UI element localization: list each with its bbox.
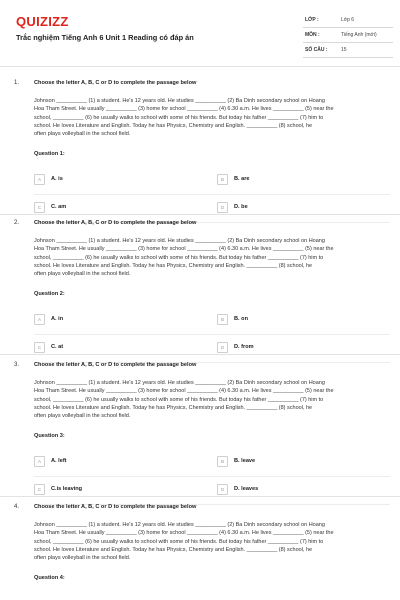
question-divider bbox=[0, 214, 400, 215]
option-letter-box: B bbox=[217, 456, 228, 467]
meta-table bbox=[303, 13, 393, 58]
passage-line: school. He loves Literature and English. Today he has Physics, Chemistry and English. __________ (8) school, he bbox=[34, 262, 313, 269]
passage-line: Johnson __________ (1) a student. He's 12 years old. He studies __________ (2) Ba Dinh secondary school on Hoang bbox=[34, 522, 325, 528]
question-number: 3. bbox=[14, 362, 20, 368]
option-letter-box: C bbox=[34, 202, 45, 213]
option-letter-box: A bbox=[34, 314, 45, 325]
option-divider bbox=[34, 194, 390, 195]
meta-row-subject bbox=[303, 28, 393, 43]
option-letter-box: A bbox=[34, 174, 45, 185]
meta-value: 15 bbox=[341, 47, 347, 53]
reading-passage bbox=[34, 379, 390, 420]
meta-key: MÔN : bbox=[305, 32, 320, 38]
passage-line: often plays volleyball in the school field. bbox=[34, 271, 131, 278]
passage-line: Hoa Tham Street. He usually __________ (3) home for school __________ (4) 6.30 a.m. He lives __________ (5) near the bbox=[34, 388, 334, 395]
document-title: Trắc nghiệm Tiếng Anh 6 Unit 1 Reading có đáp án bbox=[16, 33, 194, 42]
passage-line: often plays volleyball in the school field. bbox=[34, 413, 131, 420]
reading-passage bbox=[34, 237, 390, 278]
passage-line: Johnson __________ (1) a student. He's 12 years old. He studies __________ (2) Ba Dinh secondary school on Hoang bbox=[34, 238, 325, 244]
option-text: A. in bbox=[51, 316, 64, 322]
passage-line: school. He loves Literature and English. Today he has Physics, Chemistry and English. __________ (8) school, he bbox=[34, 404, 313, 411]
meta-row-count bbox=[303, 43, 393, 58]
passage-line: school, __________ (6) he usually walks to school with some of his friends. But today his father __________ (7) him to bbox=[34, 254, 324, 261]
passage-line: Hoa Tham Street. He usually __________ (3) home for school __________ (4) 6.30 a.m. He lives __________ (5) near the bbox=[34, 530, 334, 537]
option-text: D. leaves bbox=[234, 486, 259, 492]
passage-line: school. He loves Literature and English. Today he has Physics, Chemistry and English. __________ (8) school, he bbox=[34, 546, 313, 553]
meta-key: SỐ CÂU : bbox=[305, 47, 328, 53]
option-letter-box: D bbox=[217, 484, 228, 495]
passage-line: school, __________ (6) he usually walks to school with some of his friends. But today his father __________ (7) him to bbox=[34, 538, 324, 545]
option-letter-box: A bbox=[34, 456, 45, 467]
question-number: 1. bbox=[14, 80, 20, 86]
option-letter-box: D bbox=[217, 202, 228, 213]
passage-line: school, __________ (6) he usually walks to school with some of his friends. But today his father __________ (7) him to bbox=[34, 114, 324, 121]
reading-passage bbox=[34, 97, 390, 138]
question-instruction: Choose the letter A, B, C or D to complete the passage below bbox=[34, 220, 197, 226]
passage-line: Hoa Tham Street. He usually __________ (3) home for school __________ (4) 6.30 a.m. He lives __________ (5) near the bbox=[34, 106, 334, 113]
logo-text: QUIZIZZ bbox=[16, 14, 69, 29]
option-text: D. from bbox=[234, 344, 254, 350]
meta-key: LỚP : bbox=[305, 17, 319, 23]
meta-value: Tiếng Anh (mới) bbox=[341, 32, 377, 38]
question-number: 2. bbox=[14, 220, 20, 226]
question-divider bbox=[0, 496, 400, 497]
option-text: C. am bbox=[51, 204, 67, 210]
option-letter-box: B bbox=[217, 174, 228, 185]
option-text: B. are bbox=[234, 176, 250, 182]
question-label: Question 4: bbox=[34, 575, 65, 581]
passage-line: Hoa Tham Street. He usually __________ (3) home for school __________ (4) 6.30 a.m. He lives __________ (5) near the bbox=[34, 246, 334, 253]
question-instruction: Choose the letter A, B, C or D to complete the passage below bbox=[34, 362, 197, 368]
header-divider bbox=[0, 66, 400, 67]
option-letter-box: C bbox=[34, 342, 45, 353]
option-text: B. on bbox=[234, 316, 248, 322]
option-text: C. at bbox=[51, 344, 64, 350]
passage-line: school. He loves Literature and English. Today he has Physics, Chemistry and English. __________ (8) school, he bbox=[34, 122, 313, 129]
option-divider bbox=[34, 476, 390, 477]
option-text: A. is bbox=[51, 176, 63, 182]
question-label: Question 3: bbox=[34, 433, 65, 439]
option-text: C.is leaving bbox=[51, 486, 83, 492]
question-label: Question 2: bbox=[34, 291, 65, 297]
meta-value: Lớp 6 bbox=[341, 17, 355, 23]
passage-line: Johnson __________ (1) a student. He's 12 years old. He studies __________ (2) Ba Dinh secondary school on Hoang bbox=[34, 380, 325, 386]
question-number: 4. bbox=[14, 504, 20, 510]
passage-line: often plays volleyball in the school field. bbox=[34, 555, 131, 562]
question-label: Question 1: bbox=[34, 151, 65, 157]
passage-line: school, __________ (6) he usually walks to school with some of his friends. But today his father __________ (7) him to bbox=[34, 396, 324, 403]
option-text: A. left bbox=[51, 458, 67, 464]
meta-row-class bbox=[303, 13, 393, 28]
reading-passage bbox=[34, 521, 390, 562]
option-letter-box: D bbox=[217, 342, 228, 353]
question-instruction: Choose the letter A, B, C or D to complete the passage below bbox=[34, 504, 197, 510]
question-instruction: Choose the letter A, B, C or D to complete the passage below bbox=[34, 80, 197, 86]
option-letter-box: B bbox=[217, 314, 228, 325]
passage-line: often plays volleyball in the school field. bbox=[34, 131, 131, 138]
option-letter-box: C bbox=[34, 484, 45, 495]
option-divider bbox=[34, 334, 390, 335]
question-divider bbox=[0, 354, 400, 355]
option-text: B. leave bbox=[234, 458, 256, 464]
passage-line: Johnson __________ (1) a student. He's 12 years old. He studies __________ (2) Ba Dinh secondary school on Hoang bbox=[34, 98, 325, 104]
option-text: D. be bbox=[234, 204, 248, 210]
quizizz-logo[interactable] bbox=[16, 13, 69, 27]
